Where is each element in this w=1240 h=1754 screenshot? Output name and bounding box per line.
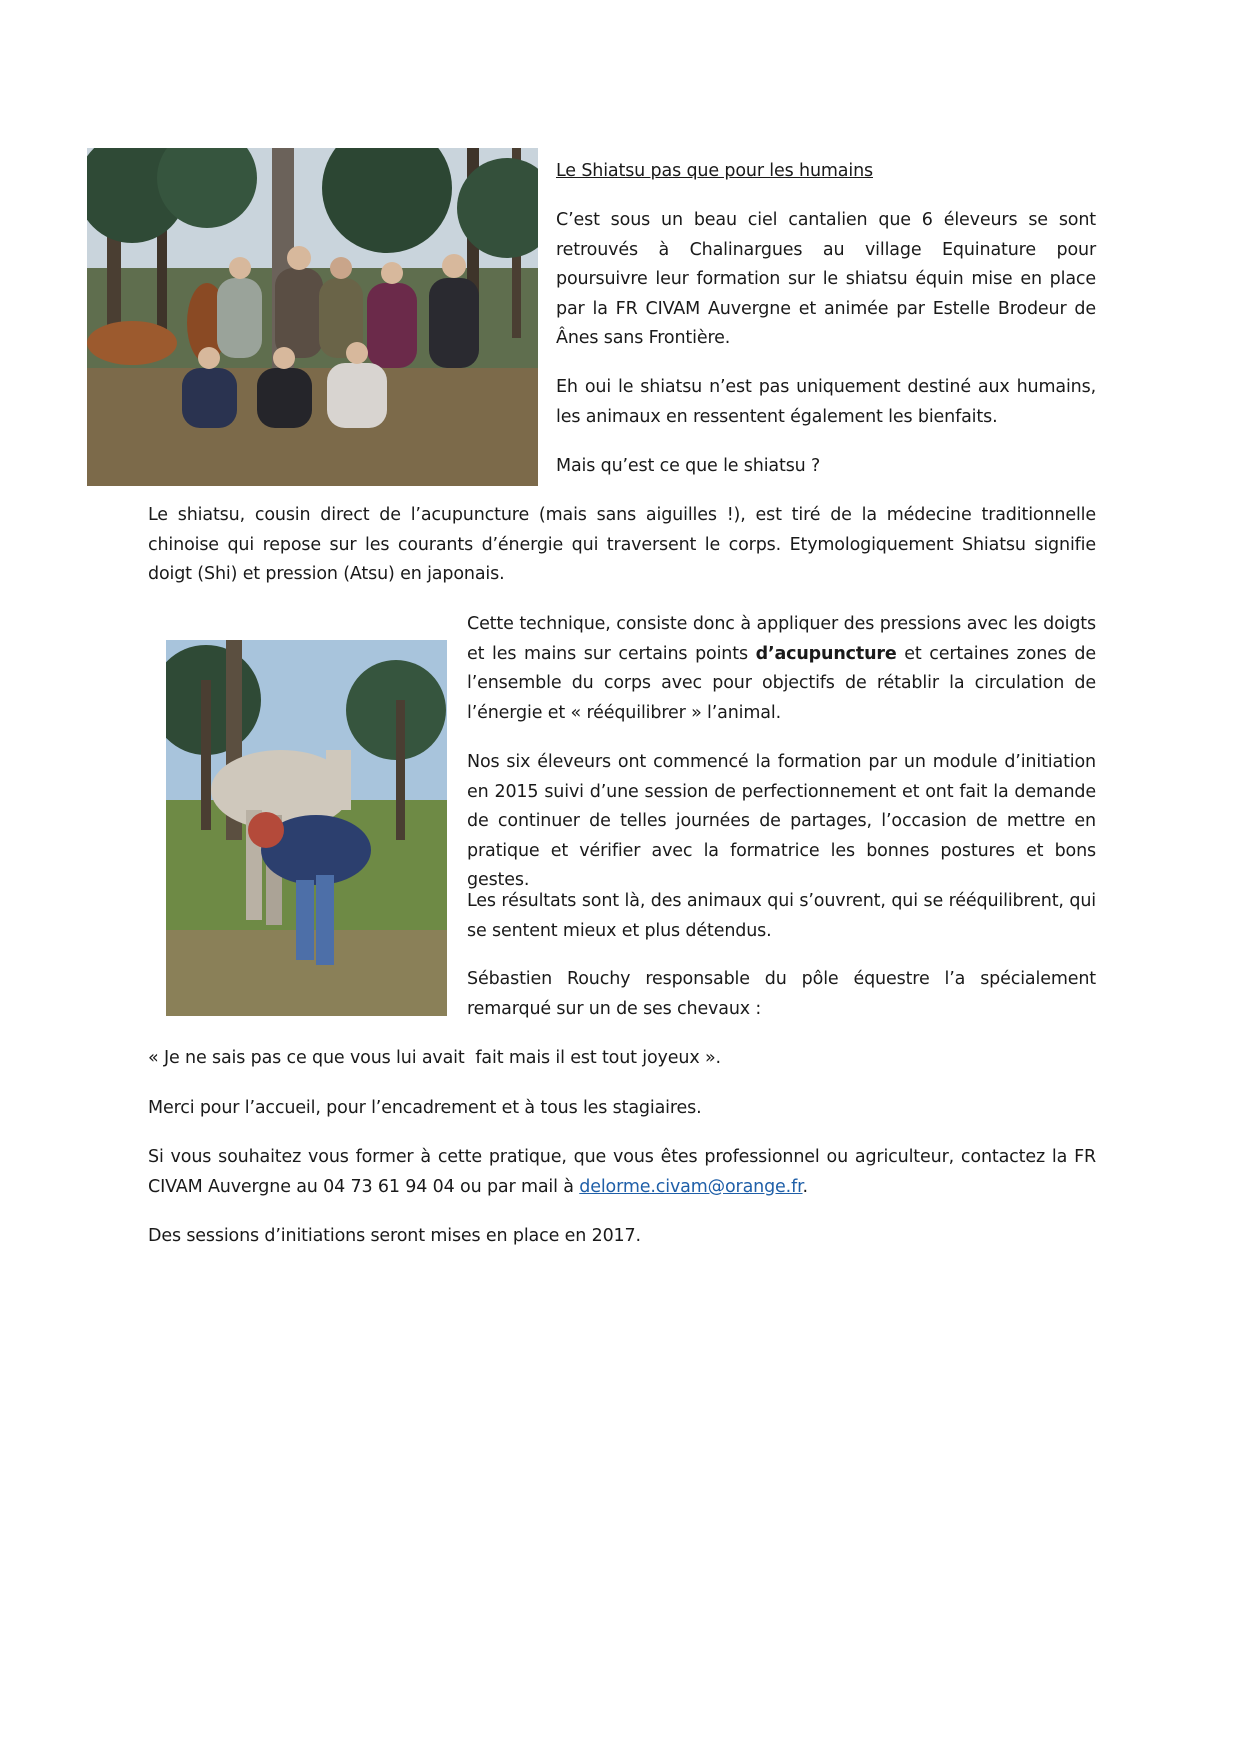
contact-text: Si vous souhaitez vous former à cette pratique, que vous êtes professionnel ou agriculteur, contactez la FR CIVAM Auvergne au 04 73 61 94 04 ou par mail à	[148, 1147, 1096, 1197]
horse-treatment-photo	[166, 640, 447, 1016]
paragraph-not-only-humans: Eh oui le shiatsu n’est pas uniquement destiné aux humains, les animaux en ressentent également les bienfaits.	[556, 377, 1096, 427]
paragraph-sessions: Des sessions d’initiations seront mises en place en 2017.	[148, 1226, 641, 1246]
contact-text-end: .	[802, 1176, 808, 1197]
paragraph-thanks: Merci pour l’accueil, pour l’encadrement et à tous les stagiaires.	[148, 1098, 702, 1118]
paragraph-quote: « Je ne sais pas ce que vous lui avait fait mais il est tout joyeux ».	[148, 1048, 721, 1068]
group-photo	[87, 148, 538, 486]
email-link[interactable]: delorme.civam@orange.fr	[579, 1176, 803, 1197]
paragraph-question: Mais qu’est ce que le shiatsu ?	[556, 456, 821, 476]
paragraph-intro: C’est sous un beau ciel cantalien que 6 éleveurs se sont retrouvés à Chalinargues au village Equinature pour poursuivre leur formation sur le shiatsu équin mise en place par la FR CIVAM Auvergne et animée par Estelle Brodeur de Ânes sans Frontière.	[556, 210, 1096, 348]
paragraph-contact	[148, 1143, 1096, 1202]
technique-bold-term: d’acupuncture	[755, 643, 897, 664]
paragraph-testimony-intro: Sébastien Rouchy responsable du pôle équestre l’a spécialement remarqué sur un de ses chevaux :	[467, 969, 1096, 1019]
paragraph-technique	[467, 610, 1096, 728]
article-title: Le Shiatsu pas que pour les humains	[556, 161, 873, 181]
paragraph-training: Nos six éleveurs ont commencé la formation par un module d’initiation en 2015 suivi d’une session de perfectionnement et ont fait la demande de continuer de telles journées de partages, l’occasion de mettre en pratique et vérifier avec la formatrice les bonnes postures et bons gestes.	[467, 752, 1096, 890]
technique-text-start: Cette technique, consiste donc à appliquer des pressions avec les doigts et les mains sur certains points	[467, 614, 1096, 664]
technique-text-end: et certaines zones de l’ensemble du corps avec pour objectifs de rétablir la circulation de l’énergie et « rééquilibrer » l’animal.	[467, 643, 1096, 723]
paragraph-results: Les résultats sont là, des animaux qui s’ouvrent, qui se rééquilibrent, qui se sentent mieux et plus détendus.	[467, 891, 1096, 941]
paragraph-shiatsu-definition: Le shiatsu, cousin direct de l’acupuncture (mais sans aiguilles !), est tiré de la médecine traditionnelle chinoise qui repose sur les courants d’énergie qui traversent le corps. Etymologiquement Shiatsu signifie doigt (Shi) et pression (Atsu) en japonais.	[148, 505, 1096, 584]
